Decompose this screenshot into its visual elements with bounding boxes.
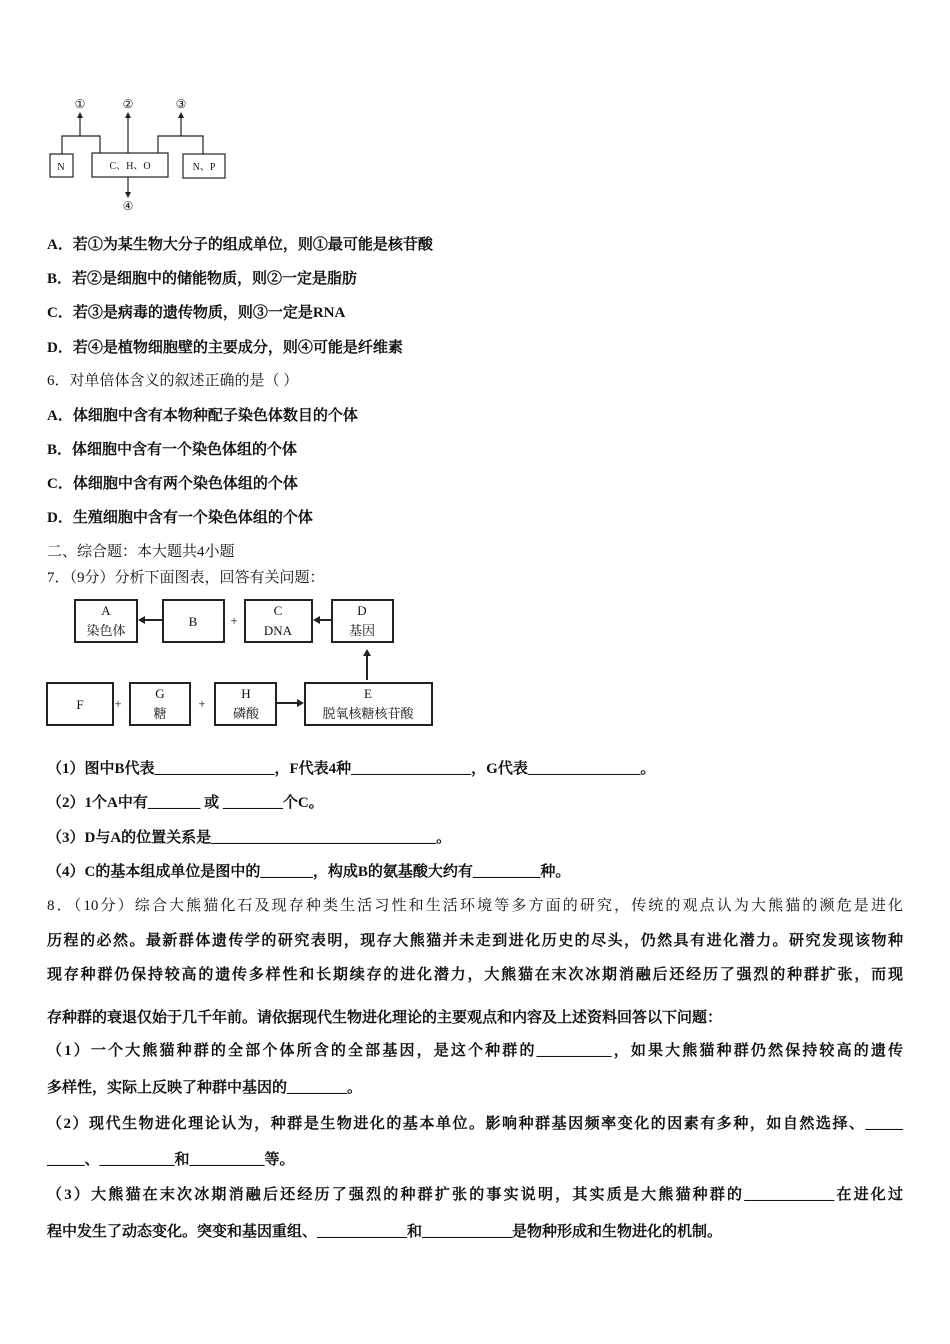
- h-text: 磷酸: [232, 706, 260, 721]
- q5-option-c: C．若③是病毒的遗传物质，则③一定是RNA: [47, 305, 346, 321]
- bracket-3: [158, 116, 203, 154]
- q7-stem: 7．（9分）分析下面图表，回答有关问题：: [47, 570, 325, 586]
- q8-line-1: 8．（10分）综合大熊猫化石及现存种类生活习性和生活环境等多方面的研究，传统的观点认为大熊猫的濒危是进化: [47, 898, 903, 914]
- q6-stem: 6．对单倍体含义的叙述正确的是（ ）: [47, 373, 299, 389]
- bracket-1: [62, 116, 100, 154]
- c-letter: C: [273, 603, 283, 618]
- label-4: ④: [122, 199, 134, 213]
- d-text: 基因: [348, 623, 376, 638]
- element-composition-diagram: [0, 0, 260, 220]
- q6-option-a: A．体细胞中含有本物种配子染色体数目的个体: [47, 408, 358, 424]
- q6-option-d: D．生殖细胞中含有一个染色体组的个体: [47, 510, 313, 526]
- label-1: ①: [74, 97, 86, 111]
- q8-line-10: 程中发生了动态变化。突变和基因重组、____________和____________是物种形成和生物进化的机制。: [47, 1224, 723, 1240]
- c-text: DNA: [263, 623, 293, 638]
- q8-line-8: _____、__________和__________等。: [47, 1152, 295, 1168]
- q5-option-d: D．若④是植物细胞壁的主要成分，则④可能是纤维素: [47, 340, 403, 356]
- q8-line-6: 多样性，实际上反映了种群中基因的________。: [47, 1080, 363, 1096]
- q5-option-a: A．若①为某生物大分子的组成单位，则①最可能是核苷酸: [47, 237, 433, 253]
- f-letter: F: [76, 697, 84, 712]
- g-letter: G: [155, 686, 165, 701]
- q8-line-3: 现存种群仍保持较高的遗传多样性和长期续存的进化潜力，大熊猫在末次冰期消融后还经历了强烈的种群扩张，而现: [47, 967, 903, 983]
- gene-dna-chromosome-diagram: [0, 590, 450, 735]
- b-letter: B: [188, 614, 198, 629]
- e-letter: E: [364, 686, 372, 701]
- q5-option-b: B．若②是细胞中的储能物质，则②一定是脂肪: [47, 271, 358, 287]
- plus-sign: +: [114, 696, 122, 711]
- d-letter: D: [357, 603, 367, 618]
- box-cho-label: C、H、O: [109, 161, 151, 172]
- q6-option-b: B．体细胞中含有一个染色体组的个体: [47, 442, 298, 458]
- q6-option-c: C．体细胞中含有两个染色体组的个体: [47, 476, 298, 492]
- q8-line-5: （1）一个大熊猫种群的全部个体所含的全部基因，是这个种群的__________，如果大熊猫种群仍然保持较高的遗传: [47, 1043, 903, 1059]
- label-2: ②: [122, 97, 134, 111]
- arrowheads: [138, 616, 371, 707]
- plus-sign: +: [198, 696, 206, 711]
- q7-sub-4: （4）C的基本组成单位是图中的_______，构成B的氨基酸大约有_________种。: [47, 864, 571, 880]
- q8-line-2: 历程的必然。最新群体遗传学的研究表明，现存大熊猫并未走到进化历史的尽头，仍然具有进化潜力。研究发现该物种: [47, 933, 903, 949]
- q7-sub-2: （2）1个A中有_______ 或 ________个C。: [47, 795, 324, 811]
- q7-sub-3: （3）D与A的位置关系是______________________________。: [47, 830, 452, 846]
- q8-line-9: （3）大熊猫在末次冰期消融后还经历了强烈的种群扩张的事实说明，其实质是大熊猫种群的____________在进化过: [47, 1187, 903, 1203]
- arrows: [142, 620, 367, 703]
- a-letter: A: [101, 603, 111, 618]
- plus-sign: +: [230, 613, 238, 628]
- q8-line-7: （2）现代生物进化理论认为，种群是生物进化的基本单位。影响种群基因频率变化的因素有多种，如自然选择、_____: [47, 1116, 903, 1132]
- label-3: ③: [175, 97, 187, 111]
- e-text: 脱氧核糖核苷酸: [322, 706, 414, 721]
- h-letter: H: [241, 686, 251, 701]
- q7-sub-1: （1）图中B代表________________，F代表4种________________，G代表_______________。: [47, 761, 656, 777]
- box-n-label: N: [57, 162, 65, 173]
- section-heading: 二、综合题：本大题共4小题: [47, 544, 235, 560]
- q8-line-4: 存种群的衰退仅始于几千年前。请依据现代生物进化理论的主要观点和内容及上述资料回答以下问题：: [47, 1010, 723, 1026]
- box-np-label: N、P: [192, 162, 216, 173]
- g-text: 糖: [153, 706, 167, 721]
- a-text: 染色体: [86, 623, 126, 638]
